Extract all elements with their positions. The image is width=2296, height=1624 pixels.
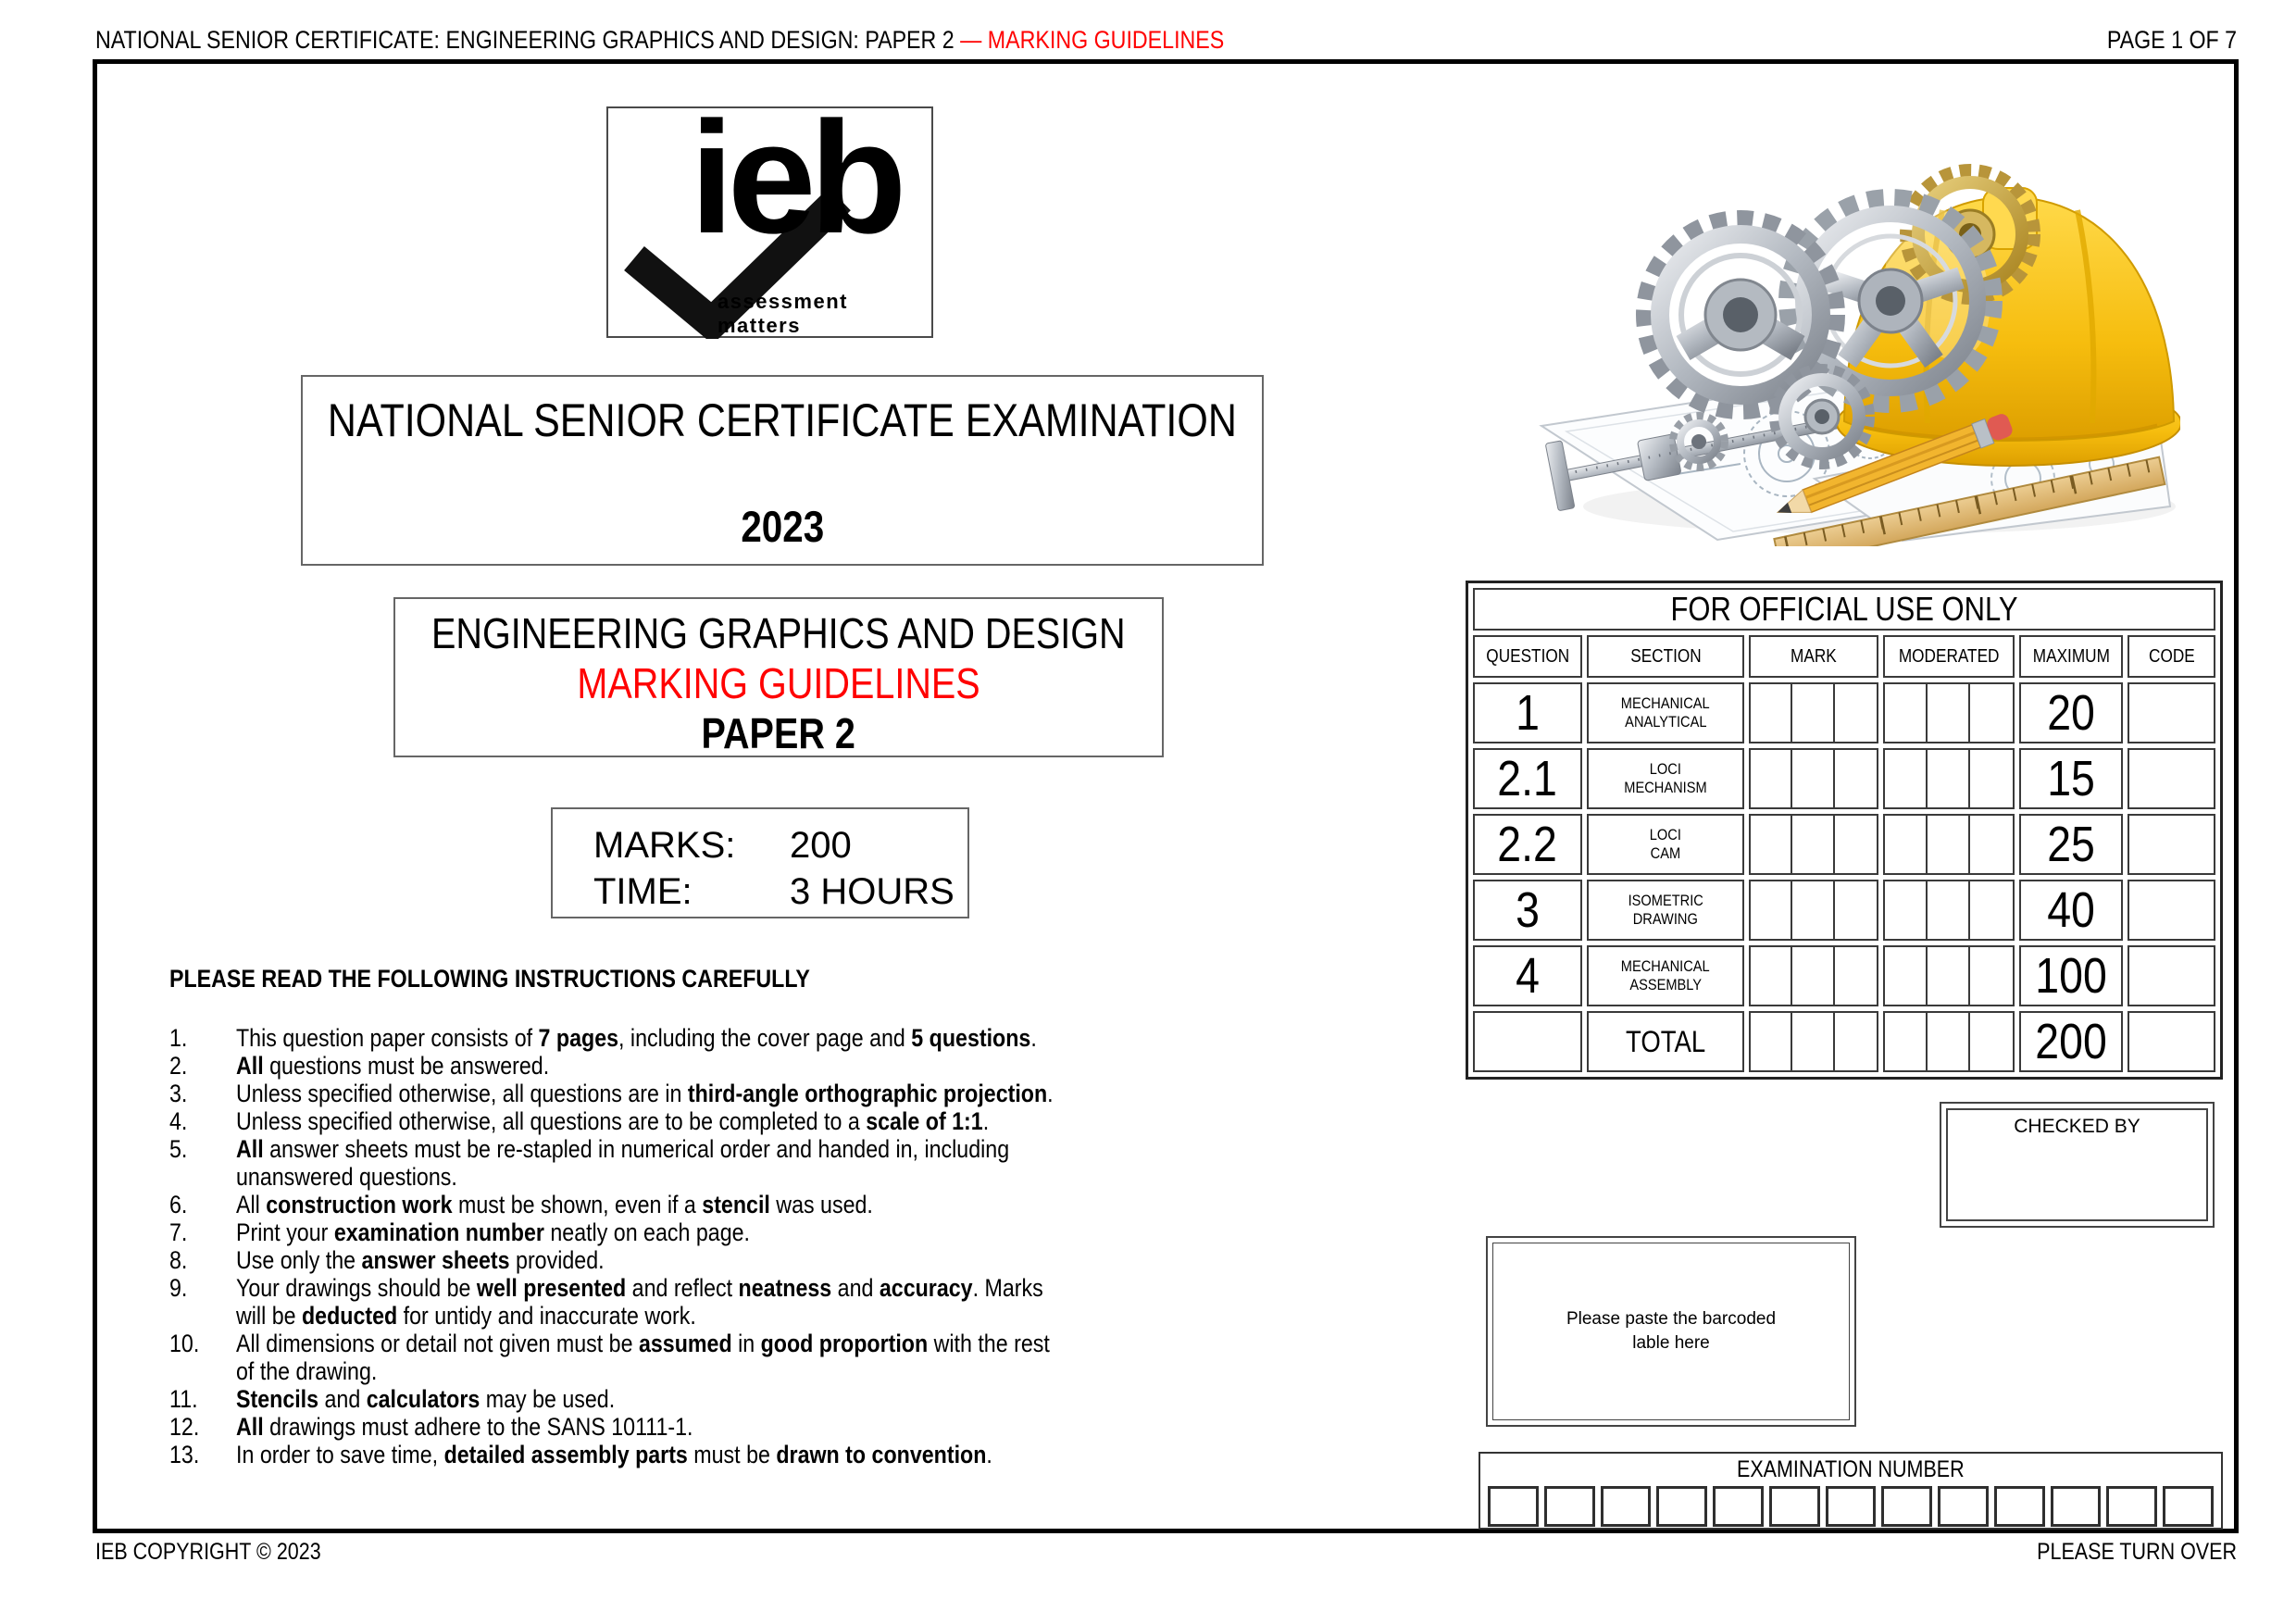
mark-cell	[1749, 748, 1878, 809]
subject-box	[393, 597, 1164, 757]
sub-cell	[1751, 750, 1792, 807]
exam-number-cells	[1480, 1483, 2221, 1527]
instruction-text: This question paper consists of 7 pages, including the cover page and 5 questions.	[236, 1024, 1037, 1052]
instructions-list	[169, 1024, 1225, 1468]
instruction-item	[169, 1024, 1225, 1052]
instructions-heading: PLEASE READ THE FOLLOWING INSTRUCTIONS CAREFULLY	[169, 965, 810, 993]
code-cell	[2128, 945, 2215, 1006]
checked-by-inner	[1946, 1108, 2208, 1221]
instruction-item	[169, 1246, 1225, 1274]
section-cell: LOCI MECHANISM	[1587, 748, 1744, 809]
instruction-number: 8.	[169, 1246, 188, 1274]
maximum-cell: 20	[2019, 682, 2123, 743]
instruction-number: 2.	[169, 1052, 188, 1080]
instruction-text: All drawings must adhere to the SANS 10111-1.	[236, 1413, 693, 1441]
sub-cell	[1792, 947, 1834, 1005]
exam-number-cell	[1938, 1486, 1989, 1527]
instruction-number: 10.	[169, 1330, 200, 1357]
sub-cell	[1970, 1013, 2013, 1070]
checked-by-box	[1940, 1102, 2215, 1228]
instruction-item	[169, 1441, 1225, 1468]
instruction-text: In order to save time, detailed assembly parts must be drawn to convention.	[236, 1441, 992, 1468]
sub-cell	[1928, 947, 1970, 1005]
mark-cell	[1749, 1011, 1878, 1072]
code-cell	[2128, 1011, 2215, 1072]
ieb-tagline: assessment matters	[718, 290, 848, 337]
mark-cell	[1749, 814, 1878, 875]
page-number: PAGE 1 OF 7	[2106, 26, 2237, 54]
official-use-header-row	[1473, 635, 2215, 678]
mark-cell	[1749, 945, 1878, 1006]
maximum-cell: 25	[2019, 814, 2123, 875]
maximum-cell: 15	[2019, 748, 2123, 809]
sub-cell	[1792, 750, 1834, 807]
exam-number-cell	[1994, 1486, 2045, 1527]
question-cell: 1	[1473, 682, 1582, 743]
exam-number-cell	[1488, 1486, 1539, 1527]
section-cell: MECHANICAL ANALYTICAL	[1587, 682, 1744, 743]
sub-cell	[1885, 816, 1928, 873]
instruction-text: Print your examination number neatly on each page.	[236, 1218, 750, 1246]
instruction-text: Unless specified otherwise, all questions are in third-angle orthographic projection.	[236, 1080, 1054, 1107]
sub-cell	[1928, 684, 1970, 742]
sub-cell	[1835, 684, 1877, 742]
subject-subtitle-red: MARKING GUIDELINES	[577, 659, 980, 707]
exam-number-cell	[1881, 1486, 1932, 1527]
instruction-text: All dimensions or detail not given must be assumed in good proportion with the rest of the drawing.	[236, 1330, 1050, 1385]
subject-paper: PAPER 2	[701, 709, 856, 757]
header-title	[95, 26, 1224, 54]
sub-cell	[1970, 881, 2013, 939]
instruction-text: Unless specified otherwise, all questions are to be completed to a scale of 1:1.	[236, 1107, 990, 1135]
instruction-item	[169, 1107, 1225, 1135]
sub-cell	[1792, 881, 1834, 939]
instruction-text: All answer sheets must be re-stapled in numerical order and handed in, including unanswered questions.	[236, 1135, 1010, 1191]
instruction-text: Use only the answer sheets provided.	[236, 1246, 605, 1274]
exam-number-box	[1479, 1452, 2223, 1530]
sub-cell	[1885, 1013, 1928, 1070]
mark-cell	[1749, 880, 1878, 941]
barcode-inner	[1492, 1243, 1850, 1420]
exam-number-cell	[1601, 1486, 1652, 1527]
instruction-number: 13.	[169, 1441, 200, 1468]
marks-box	[551, 807, 969, 918]
question-cell: 2.1	[1473, 748, 1582, 809]
instruction-item	[169, 1274, 1225, 1330]
sub-cell	[1970, 750, 2013, 807]
moderated-cell	[1883, 682, 2015, 743]
column-header: SECTION	[1587, 635, 1744, 678]
sub-cell	[1970, 947, 2013, 1005]
sub-cell	[1751, 881, 1792, 939]
instruction-item	[169, 1135, 1225, 1191]
official-use-rows	[1473, 682, 2215, 1072]
sub-cell	[1970, 684, 2013, 742]
instruction-number: 5.	[169, 1135, 188, 1163]
column-header: QUESTION	[1473, 635, 1582, 678]
sub-cell	[1928, 1013, 1970, 1070]
maximum-cell: 100	[2019, 945, 2123, 1006]
exam-number-cell	[1544, 1486, 1595, 1527]
footer-copyright: IEB COPYRIGHT © 2023	[95, 1539, 321, 1565]
maximum-cell: 40	[2019, 880, 2123, 941]
instruction-number: 7.	[169, 1218, 188, 1246]
official-use-row	[1473, 1011, 2215, 1072]
exam-year: 2023	[741, 502, 824, 551]
instruction-number: 11.	[169, 1385, 198, 1413]
header-title-red: — MARKING GUIDELINES	[954, 26, 1225, 54]
gears-and-hardhat-illustration	[1509, 79, 2180, 546]
exam-number-label: EXAMINATION NUMBER	[1737, 1456, 1965, 1482]
column-header: MODERATED	[1883, 635, 2015, 678]
instruction-text: All questions must be answered.	[236, 1052, 550, 1080]
ieb-logo-box	[606, 89, 933, 338]
instruction-item	[169, 1218, 1225, 1246]
sub-cell	[1835, 1013, 1877, 1070]
sub-cell	[1792, 684, 1834, 742]
footer-turn-over: PLEASE TURN OVER	[2037, 1539, 2237, 1565]
barcode-box	[1486, 1236, 1856, 1427]
official-use-table	[1466, 581, 2223, 1080]
sub-cell	[1885, 881, 1928, 939]
code-cell	[2128, 682, 2215, 743]
exam-number-cell	[2106, 1486, 2157, 1527]
official-use-row	[1473, 880, 2215, 941]
sub-cell	[1751, 816, 1792, 873]
instruction-text: Your drawings should be well presented and reflect neatness and accuracy. Marks will be deducted for untidy and inaccurate work.	[236, 1274, 1043, 1330]
moderated-cell	[1883, 814, 2015, 875]
sub-cell	[1792, 1013, 1834, 1070]
sub-cell	[1751, 1013, 1792, 1070]
sub-cell	[1885, 684, 1928, 742]
exam-number-cell	[1713, 1486, 1764, 1527]
exam-number-cell	[2051, 1486, 2102, 1527]
question-cell	[1473, 1011, 1582, 1072]
sub-cell	[1885, 947, 1928, 1005]
question-cell: 4	[1473, 945, 1582, 1006]
instruction-item	[169, 1413, 1225, 1441]
instruction-text: Stencils and calculators may be used.	[236, 1385, 616, 1413]
code-cell	[2128, 880, 2215, 941]
column-header: MARK	[1749, 635, 1878, 678]
ieb-logo-text: ieb	[690, 89, 901, 267]
mark-cell	[1749, 682, 1878, 743]
exam-number-cell	[1769, 1486, 1820, 1527]
exam-number-cell	[1826, 1486, 1877, 1527]
sub-cell	[1835, 816, 1877, 873]
sub-cell	[1928, 816, 1970, 873]
sub-cell	[1751, 684, 1792, 742]
exam-number-cell	[1656, 1486, 1707, 1527]
barcode-text-line1: Please paste the barcoded	[1566, 1309, 1777, 1329]
exam-title: NATIONAL SENIOR CERTIFICATE EXAMINATION	[328, 394, 1237, 446]
sub-cell	[1928, 750, 1970, 807]
moderated-cell	[1883, 748, 2015, 809]
sub-cell	[1885, 750, 1928, 807]
sub-cell	[1792, 816, 1834, 873]
time-label: TIME:	[593, 871, 693, 912]
sub-cell	[1928, 881, 1970, 939]
maximum-cell: 200	[2019, 1011, 2123, 1072]
header-title-black: NATIONAL SENIOR CERTIFICATE: ENGINEERING GRAPHICS AND DESIGN: PAPER 2	[95, 26, 955, 54]
instruction-text: All construction work must be shown, even if a stencil was used.	[236, 1191, 873, 1218]
instruction-number: 1.	[169, 1024, 188, 1052]
instruction-item	[169, 1191, 1225, 1218]
barcode-text-line2: lable here	[1632, 1333, 1710, 1353]
checked-by-label: CHECKED BY	[2014, 1116, 2140, 1137]
moderated-cell	[1883, 1011, 2015, 1072]
section-cell: MECHANICAL ASSEMBLY	[1587, 945, 1744, 1006]
question-cell: 3	[1473, 880, 1582, 941]
official-use-row	[1473, 682, 2215, 743]
marks-value: 200	[790, 825, 852, 866]
moderated-cell	[1883, 945, 2015, 1006]
code-cell	[2128, 814, 2215, 875]
instruction-number: 3.	[169, 1080, 188, 1107]
question-cell: 2.2	[1473, 814, 1582, 875]
column-header: CODE	[2128, 635, 2215, 678]
sub-cell	[1835, 750, 1877, 807]
section-cell: LOCI CAM	[1587, 814, 1744, 875]
instruction-number: 6.	[169, 1191, 188, 1218]
page-footer	[95, 1539, 2237, 1566]
moderated-cell	[1883, 880, 2015, 941]
page-header	[95, 26, 2237, 54]
section-cell: ISOMETRIC DRAWING	[1587, 880, 1744, 941]
sub-cell	[1751, 947, 1792, 1005]
instruction-item	[169, 1385, 1225, 1413]
column-header: MAXIMUM	[2019, 635, 2123, 678]
instruction-number: 12.	[169, 1413, 200, 1441]
instructions-section	[169, 965, 1225, 1468]
instruction-item	[169, 1052, 1225, 1080]
instruction-number: 4.	[169, 1107, 188, 1135]
subject-title: ENGINEERING GRAPHICS AND DESIGN	[431, 609, 1126, 657]
instruction-item	[169, 1330, 1225, 1385]
official-use-row	[1473, 814, 2215, 875]
official-use-title: FOR OFFICIAL USE ONLY	[1670, 590, 2018, 628]
exam-title-box	[301, 375, 1264, 566]
sub-cell	[1835, 947, 1877, 1005]
sub-cell	[1835, 881, 1877, 939]
code-cell	[2128, 748, 2215, 809]
section-cell: TOTAL	[1587, 1011, 1744, 1072]
official-use-row	[1473, 748, 2215, 809]
exam-number-cell	[2163, 1486, 2214, 1527]
marks-label: MARKS:	[593, 825, 736, 866]
official-use-row	[1473, 945, 2215, 1006]
sub-cell	[1970, 816, 2013, 873]
instruction-number: 9.	[169, 1274, 188, 1302]
time-value: 3 HOURS	[790, 871, 955, 912]
instruction-item	[169, 1080, 1225, 1107]
